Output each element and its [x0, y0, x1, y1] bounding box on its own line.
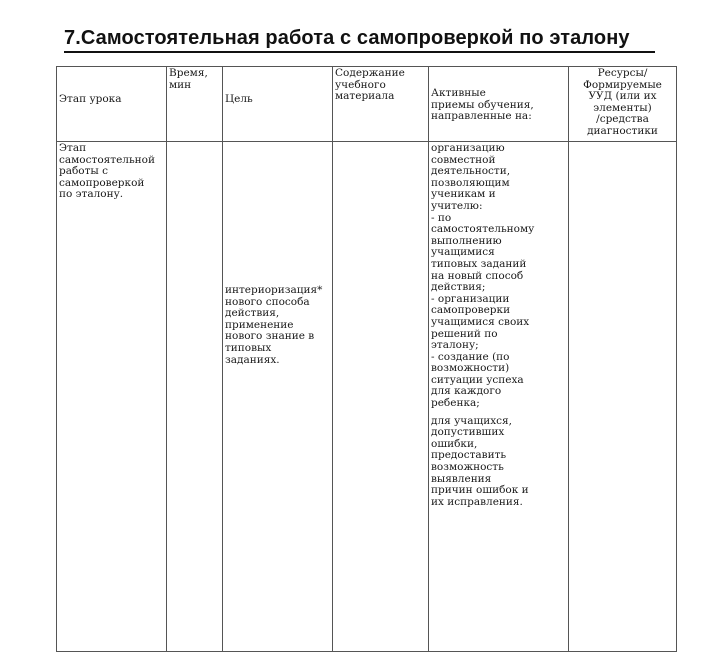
header-time: Время, мин: [167, 67, 223, 142]
header-goal: Цель: [223, 67, 333, 142]
table-header-row: [57, 67, 677, 142]
title-underline: [64, 51, 655, 53]
cell-methods: [429, 142, 569, 652]
methods-list: организацию совместной деятельности, позволяющим ученикам и учителю: - по самостоятельному выполнению учащимися типовых заданий на новый способ действия; - организации самопроверки учащимися своих решений по эталону; - создание (по возможности) ситуации успеха для каждого ребенка;: [431, 142, 535, 410]
cell-goal: интериоризация* нового способа действия, применение нового знание в типовых заданиях.: [223, 142, 333, 652]
cell-content: [333, 142, 429, 652]
header-content: Содержание учебного материала: [333, 67, 429, 142]
header-stage: Этап урока: [57, 67, 167, 142]
methods-note: для учащихся, допустивших ошибки, предоставить возможность выявления причин ошибок и их исправления.: [431, 414, 529, 508]
lesson-stage-table: [56, 66, 677, 652]
header-resources: Ресурсы/ Формируемые УУД (или их элементы) /средства диагностики: [569, 67, 677, 142]
table-row: [57, 142, 677, 652]
cell-stage: Этап самостоятельной работы с самопроверкой по эталону.: [57, 142, 167, 652]
cell-resources: [569, 142, 677, 652]
header-methods: Активные приемы обучения, направленные на:: [429, 67, 569, 142]
cell-time: [167, 142, 223, 652]
slide-title: 7.Самостоятельная работа с самопроверкой по эталону: [64, 27, 630, 49]
